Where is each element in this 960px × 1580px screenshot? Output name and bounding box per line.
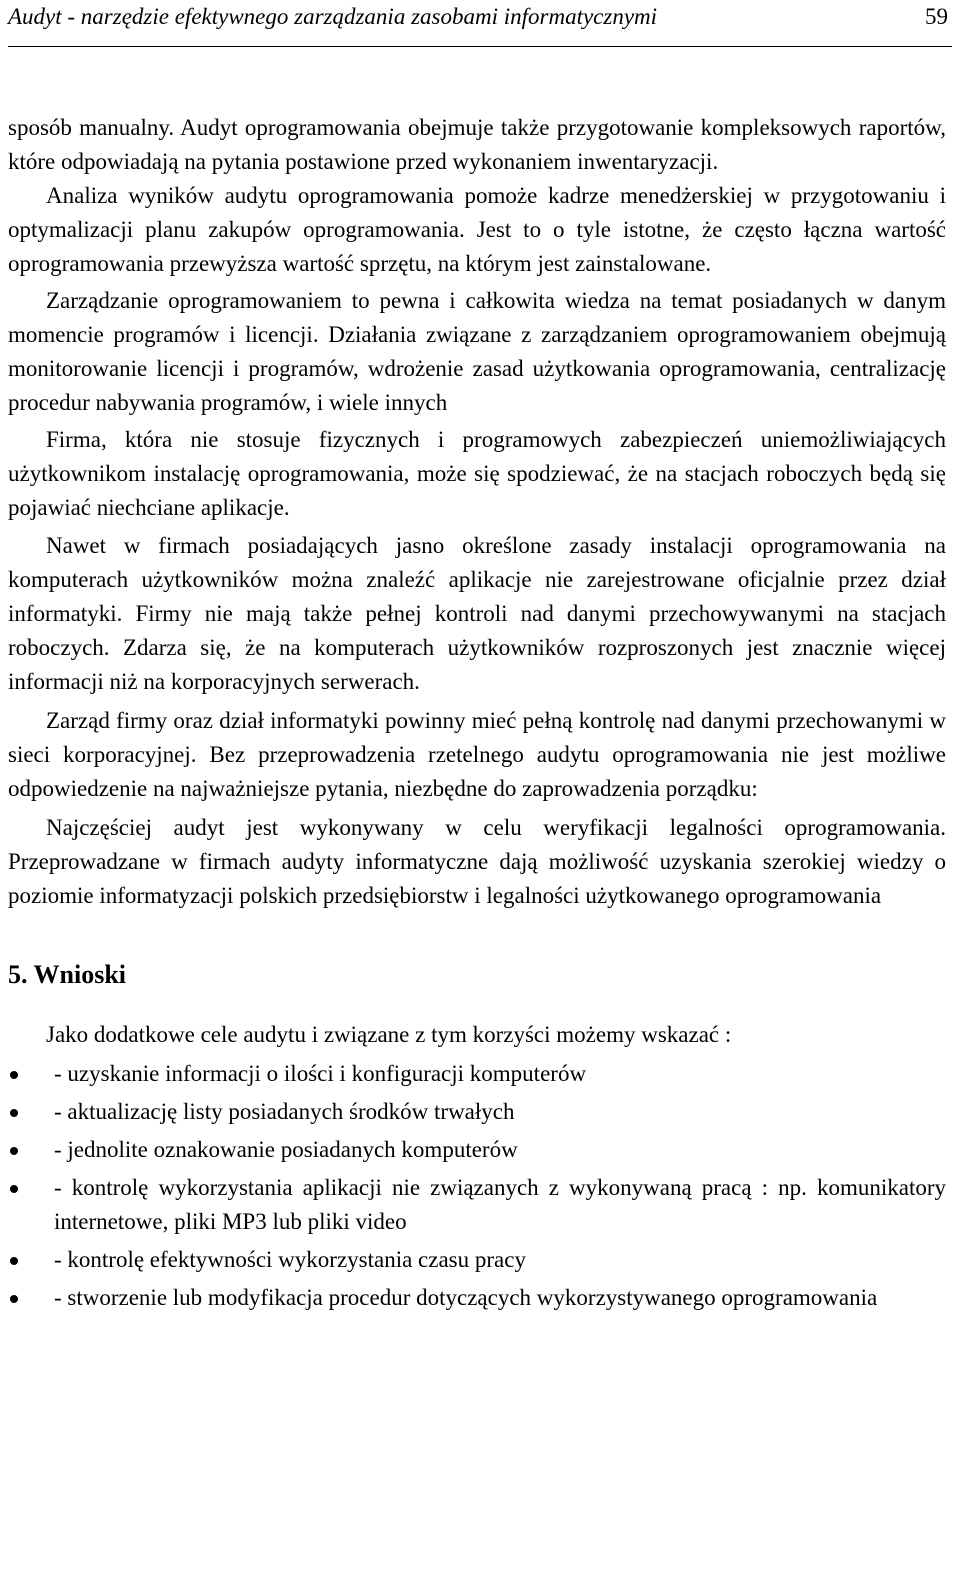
list-item-text: - jednolite oznakowanie posiadanych komputerów — [54, 1137, 518, 1162]
list-item-text: - kontrolę efektywności wykorzystania czasu pracy — [54, 1247, 526, 1272]
page-header — [8, 0, 952, 47]
bullet-icon — [10, 1109, 18, 1117]
list-item-text: - stworzenie lub modyfikacja procedur dotyczących wykorzystywanego oprogramowania — [54, 1285, 878, 1310]
paragraph-analysis: Analiza wyników audytu oprogramowania pomoże kadrze menedżerskiej w przygotowaniu i optymalizacji planu zakupów oprogramowania. Jest to o tyle istotne, że często łączna wartość oprogramowania przewyższa wartość sprzętu, na którym jest zainstalowane. — [8, 183, 946, 276]
page-body — [8, 111, 946, 1315]
bullet-icon — [10, 1071, 18, 1079]
running-title: Audyt - narzędzie efektywnego zarządzania zasobami informatycznymi — [8, 4, 658, 29]
list-item — [8, 1281, 946, 1315]
list-item-text: - kontrolę wykorzystania aplikacji nie związanych z wykonywaną pracą : np. komunikatory internetowe, pliki MP3 lub pliki video — [54, 1175, 946, 1234]
paragraph-continuation: sposób manualny. Audyt oprogramowania obejmuje także przygotowanie kompleksowych raportów, które odpowiadają na pytania postawione przed wykonaniem inwentaryzacji. — [8, 115, 946, 174]
list-item — [8, 1095, 946, 1129]
list-item-text: - uzyskanie informacji o ilości i konfiguracji komputerów — [54, 1061, 587, 1086]
list-item — [8, 1133, 946, 1167]
list-item — [8, 1057, 946, 1091]
conclusions-list — [8, 1057, 946, 1315]
page-number: 59 — [925, 4, 948, 29]
paragraph-management-control: Zarząd firmy oraz dział informatyki powinny mieć pełną kontrolę nad danymi przechowanymi w sieci korporacyjnej. Bez przeprowadzenia rzetelnego audytu oprogramowania nie jest możliwe odpowiedzenie na najważniejsze pytania, niezbędne do zaprowadzenia porządku: — [8, 708, 946, 801]
paragraph-unregistered-apps: Nawet w firmach posiadających jasno określone zasady instalacji oprogramowania na komputerach użytkowników można znaleźć aplikacje nie zarejestrowane oficjalnie przez dział informatyki. Firmy nie mają także pełnej kontroli nad danymi przechowywanymi na stacjach roboczych. Zdarza się, że na komputerach użytkowników rozproszonych jest znacznie więcej informacji niż na korporacyjnych serwerach. — [8, 533, 946, 694]
section-intro: Jako dodatkowe cele audytu i związane z tym korzyści możemy wskazać : — [46, 1022, 732, 1047]
section-heading: 5. Wnioski — [8, 960, 127, 989]
bullet-icon — [10, 1185, 18, 1193]
bullet-icon — [10, 1147, 18, 1155]
bullet-icon — [10, 1257, 18, 1265]
paragraph-software-management: Zarządzanie oprogramowaniem to pewna i całkowita wiedza na temat posiadanych w danym momencie programów i licencji. Działania związane z zarządzaniem oprogramowaniem obejmują monitorowanie licencji i programów, wdrożenie zasad użytkowania oprogramowania, centralizację procedur nabywania programów, i wiele innych — [8, 288, 946, 415]
bullet-icon — [10, 1295, 18, 1303]
list-item-text: - aktualizację listy posiadanych środków trwałych — [54, 1099, 515, 1124]
list-item — [8, 1171, 946, 1239]
paragraph-legality: Najczęściej audyt jest wykonywany w celu weryfikacji legalności oprogramowania. Przeprowadzane w firmach audyty informatyczne dają możliwość uzyskania szerokiej wiedzy o poziomie informatyzacji polskich przedsiębiorstw i legalności użytkowanego oprogramowania — [8, 815, 946, 908]
list-item — [8, 1243, 946, 1277]
paragraph-security: Firma, która nie stosuje fizycznych i programowych zabezpieczeń uniemożliwiających użytkownikom instalację oprogramowania, może się spodziewać, że na stacjach roboczych będą się pojawiać niechciane aplikacje. — [8, 427, 946, 520]
